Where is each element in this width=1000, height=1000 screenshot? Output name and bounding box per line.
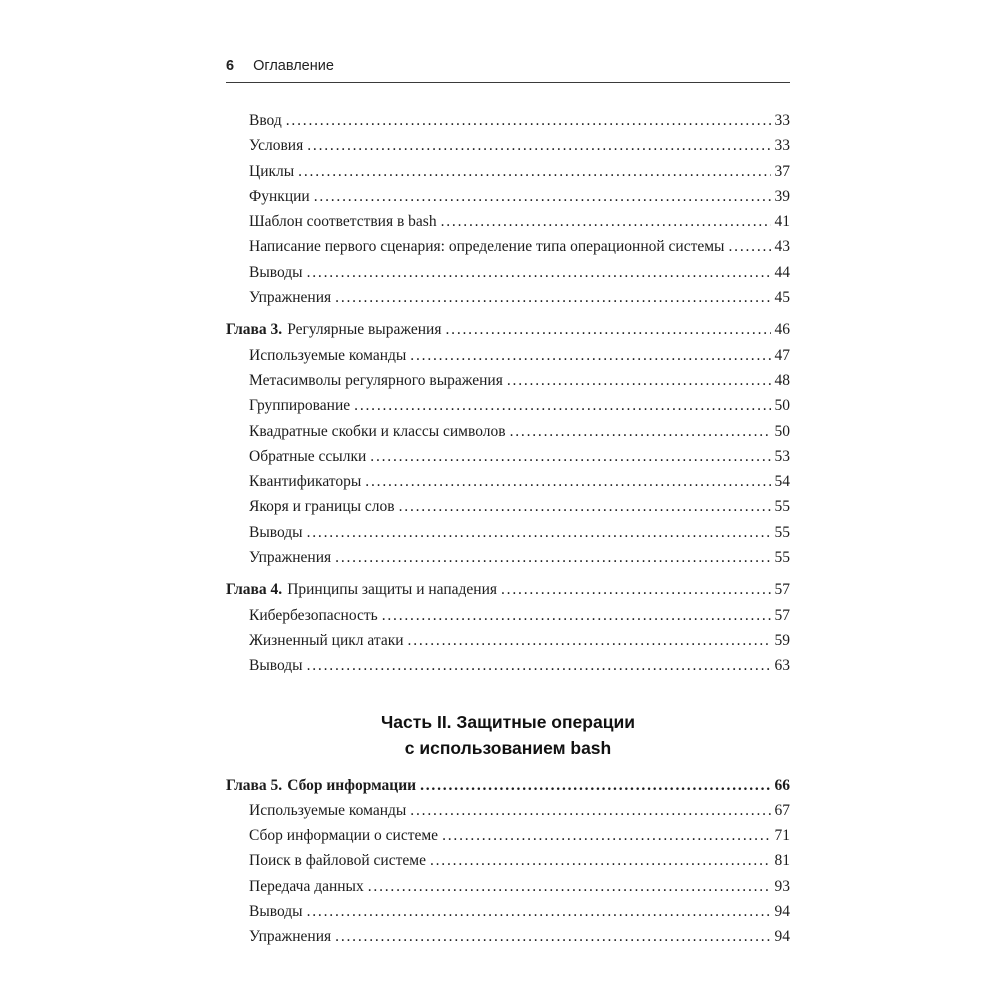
toc-row [226, 397, 790, 422]
toc-page-number: 39 [774, 187, 790, 205]
toc-row [226, 903, 790, 928]
toc-row [226, 213, 790, 238]
dot-leader [441, 213, 771, 231]
dot-leader [382, 607, 771, 625]
toc-page-number: 41 [774, 213, 790, 231]
toc-entry-label: Выводы [249, 903, 303, 921]
dot-leader [286, 112, 771, 130]
toc-entry-label: Метасимволы регулярного выражения [249, 371, 503, 389]
page-number: 6 [226, 58, 235, 74]
toc-row [226, 372, 790, 397]
toc-page-number: 57 [774, 581, 790, 599]
toc-row [226, 289, 790, 314]
toc-group [226, 321, 790, 574]
toc-entry-label: Регулярные выражения [287, 321, 442, 339]
toc-page-number: 48 [774, 371, 790, 389]
dot-leader [354, 397, 770, 415]
dot-leader [370, 448, 770, 466]
toc-page-number: 53 [774, 447, 790, 465]
part-heading [226, 709, 790, 761]
toc-chapter-prefix: Глава 3. [226, 321, 283, 339]
toc-entry-label: Написание первого сценария: определение типа операционной системы [249, 238, 725, 256]
dot-leader [510, 423, 771, 441]
toc-entry-label: Выводы [249, 263, 303, 281]
toc-page-number: 47 [774, 346, 790, 364]
dot-leader [335, 289, 770, 307]
toc-row [226, 581, 790, 606]
dot-leader [307, 264, 771, 282]
toc-row [226, 878, 790, 903]
toc-page-number: 66 [774, 776, 790, 794]
toc-page-number: 54 [774, 473, 790, 491]
toc-row [226, 928, 790, 953]
toc-entry-label: Выводы [249, 657, 303, 675]
dot-leader [335, 549, 770, 567]
dot-leader [410, 802, 770, 820]
dot-leader [410, 347, 770, 365]
dot-leader [368, 878, 771, 896]
page-header [226, 58, 790, 83]
toc-row [226, 852, 790, 877]
toc-page-number: 94 [774, 928, 790, 946]
toc-group [226, 777, 790, 954]
toc-entry-label: Шаблон соответствия в bash [249, 213, 437, 231]
toc-row [226, 448, 790, 473]
toc-entry-label: Кибербезопасность [249, 606, 378, 624]
dot-leader [430, 852, 771, 870]
dot-leader [365, 473, 770, 491]
toc-group [226, 112, 790, 314]
toc-row [226, 498, 790, 523]
dot-leader [307, 903, 771, 921]
toc-entry-label: Обратные ссылки [249, 447, 367, 465]
toc-area [226, 112, 790, 954]
toc-row [226, 607, 790, 632]
toc-row [226, 321, 790, 346]
toc-page-number: 93 [774, 877, 790, 895]
toc-row [226, 112, 790, 137]
dot-leader [442, 827, 770, 845]
toc-row [226, 264, 790, 289]
toc-page-number: 81 [774, 852, 790, 870]
toc-row [226, 632, 790, 657]
toc-entry-label: Группирование [249, 397, 351, 415]
toc-row [226, 657, 790, 682]
dot-leader [408, 632, 771, 650]
dot-leader [420, 777, 770, 795]
toc-entry-label: Сбор информации [287, 776, 417, 794]
toc-row [226, 473, 790, 498]
toc-entry-label: Функции [249, 187, 310, 205]
header-title: Оглавление [253, 58, 334, 74]
toc-page-number: 55 [774, 549, 790, 567]
page-content [226, 58, 790, 961]
dot-leader [445, 321, 770, 339]
toc-row [226, 347, 790, 372]
toc-page-number: 50 [774, 422, 790, 440]
dot-leader [728, 238, 770, 256]
part-heading-line1: Часть II. Защитные операции [381, 711, 635, 732]
toc-entry-label: Циклы [249, 162, 295, 180]
dot-leader [298, 163, 770, 181]
dot-leader [307, 137, 770, 155]
toc-entry-label: Используемые команды [249, 801, 407, 819]
toc-entry-label: Упражнения [249, 928, 332, 946]
toc-entry-label: Выводы [249, 523, 303, 541]
toc-page-number: 50 [774, 397, 790, 415]
toc-page-number: 37 [774, 162, 790, 180]
toc-entry-label: Жизненный цикл атаки [249, 631, 404, 649]
dot-leader [399, 498, 771, 516]
toc-page-number: 44 [774, 263, 790, 281]
toc-row [226, 549, 790, 574]
toc-row [226, 188, 790, 213]
toc-entry-label: Используемые команды [249, 346, 407, 364]
toc-chapter-prefix: Глава 4. [226, 581, 283, 599]
toc-page-number: 55 [774, 498, 790, 516]
toc-chapter-prefix: Глава 5. [226, 776, 283, 794]
toc-entry-label: Квантификаторы [249, 473, 362, 491]
toc-page-number: 43 [774, 238, 790, 256]
dot-leader [307, 524, 771, 542]
toc-row [226, 238, 790, 263]
toc-entry-label: Упражнения [249, 549, 332, 567]
toc-row [226, 524, 790, 549]
toc-page-number: 33 [774, 112, 790, 129]
part-heading-line2: с использованием bash [404, 737, 612, 758]
toc-entry-label: Ввод [249, 112, 282, 129]
toc-entry-label: Квадратные скобки и классы символов [249, 422, 506, 440]
dot-leader [501, 581, 771, 599]
toc-page-number: 33 [774, 137, 790, 155]
toc-page-number: 63 [774, 657, 790, 675]
toc-group [226, 581, 790, 682]
toc-page-number: 59 [774, 631, 790, 649]
toc-entry-label: Упражнения [249, 289, 332, 307]
toc-entry-label: Условия [249, 137, 304, 155]
toc-row [226, 827, 790, 852]
toc-page-number: 67 [774, 801, 790, 819]
toc-row [226, 777, 790, 802]
toc-row [226, 802, 790, 827]
toc-row [226, 137, 790, 162]
toc-entry-label: Якоря и границы слов [249, 498, 395, 516]
dot-leader [335, 928, 770, 946]
toc-row [226, 163, 790, 188]
toc-page-number: 71 [774, 827, 790, 845]
toc-page-number: 46 [774, 321, 790, 339]
toc-entry-label: Принципы защиты и нападения [287, 581, 497, 599]
toc-list-after-part [226, 777, 790, 954]
toc-entry-label: Сбор информации о системе [249, 827, 439, 845]
toc-page-number: 45 [774, 289, 790, 307]
dot-leader [307, 657, 771, 675]
toc-entry-label: Передача данных [249, 877, 364, 895]
toc-page-number: 55 [774, 523, 790, 541]
toc-list-before-part [226, 112, 790, 683]
toc-entry-label: Поиск в файловой системе [249, 852, 426, 870]
dot-leader [314, 188, 771, 206]
toc-page-number: 94 [774, 903, 790, 921]
dot-leader [507, 372, 771, 390]
toc-page-number: 57 [774, 606, 790, 624]
toc-row [226, 423, 790, 448]
